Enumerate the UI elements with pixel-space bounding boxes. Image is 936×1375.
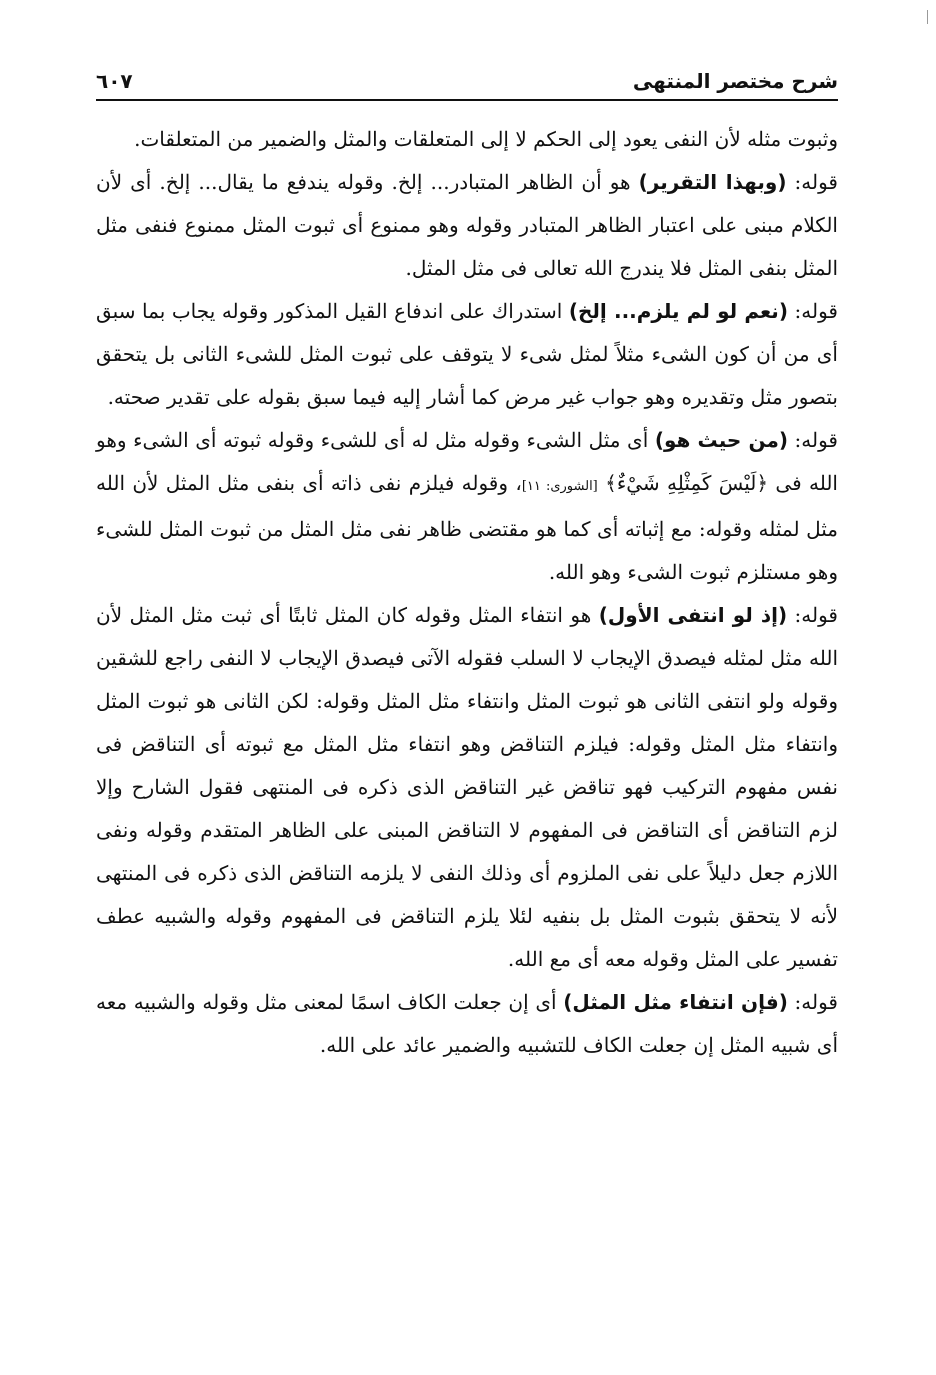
lemma-prefix: قوله: — [786, 170, 838, 194]
paragraph-body: أى مثل الشىء وقوله مثل له أى للشىء وقوله ثبوته أى الشىء وهو الله فى — [96, 428, 838, 495]
lemma-prefix: قوله: — [787, 990, 838, 1014]
lemma-quote: (إذ لو انتفى الأول) — [598, 603, 788, 627]
lemma-prefix: قوله: — [787, 299, 838, 323]
paragraph-4 — [96, 419, 838, 594]
lemma-quote: (وبهذا التقرير) — [638, 170, 787, 194]
lemma-prefix: قوله: — [787, 428, 838, 452]
paragraph-1 — [96, 118, 838, 161]
paragraph-body: هو انتفاء المثل وقوله كان المثل ثابتًا أى ثبت مثل المثل لأن الله مثل لمثله فيصدق الإيجاب لا السلب فقوله الآتى فيصدق الإيجاب لا النفى راجع للشقين وقوله ولو انتفى الثانى هو ثبوت المثل وانتفاء مثل المثل وقوله: لكن الثانى هو ثبوت المثل وانتفاء مثل المثل وقوله: فيلزم التناقض وهو انتفاء مثل المثل مع ثبوته أى التناقض فى نفس مفهوم التركيب فهو تناقض غير التناقض الذى ذكره فى المنتهى فقول الشارح وإلا لزم التناقض أى التناقض فى المفهوم لا التناقض المبنى على الظاهر المتقدم وقوله ونفى اللازم جعل دليلاً على نفى الملزوم أى وذلك النفى لا يلزمه التناقض الذى ذكره فى المنتهى لأنه لا يتحقق بثبوت المثل بل بنفيه لئلا يلزم التناقض فى المفهوم وقوله والشبيه عطف تفسير على المثل وقوله معه أى مع الله. — [96, 603, 838, 971]
lemma-quote: (نعم لو لم يلزم... إلخ) — [568, 299, 788, 323]
paragraph-6 — [96, 981, 838, 1067]
running-title: شرح مختصر المنتهى — [632, 69, 838, 93]
paragraph-body: أى إن جعلت الكاف اسمًا لمعنى مثل وقوله والشبيه معه أى شبيه المثل إن جعلت الكاف للتشبيه والضمير عائد على الله. — [96, 990, 838, 1057]
paragraph-body: هو أن الظاهر المتبادر... إلخ. وقوله يندفع ما يقال... إلخ. أى لأن الكلام مبنى على اعتبار الظاهر المتبادر وقوله وهو ممنوع أى ثبوت المثل ممنوع فنفى مثل المثل بنفى المثل فلا يندرج الله تعالى فى مثل المثل. — [96, 170, 838, 280]
book-page — [96, 0, 838, 1375]
quran-verse: ﴿لَيْسَ كَمِثْلِهِ شَيْءٌ﴾ — [605, 471, 769, 495]
paragraph-2 — [96, 161, 838, 290]
paragraph-5 — [96, 594, 838, 981]
commentary-text — [96, 118, 838, 1067]
paragraph-body: استدراك على اندفاع القيل المذكور وقوله يجاب بما سبق أى من أن كون الشىء مثلاً لمثل شىء لا يتوقف على ثبوت المثل للشىء الثانى بل يتحقق بتصور مثل وتقديره وهو جواب غير مرض كما أشار إليه فيما سبق بقوله على تقدير صحته. — [96, 299, 838, 409]
paragraph-body-continued: ، وقوله فيلزم نفى ذاته أى بنفى مثل المثل لأن الله مثل لمثله وقوله: مع إثباته أى كما هو مقتضى ظاهر نفى مثل المثل من ثبوت المثل للشىء وهو مستلزم ثبوت الشىء وهو الله. — [96, 471, 838, 584]
verse-citation: [الشورى: ١١] — [521, 479, 598, 494]
running-header — [96, 66, 838, 96]
paragraph-3 — [96, 290, 838, 419]
lemma-quote: (فإن انتفاء مثل المثل) — [563, 990, 788, 1014]
lemma-quote: (من حيث هو) — [654, 428, 788, 452]
paragraph-body: وثبوت مثله لأن النفى يعود إلى الحكم لا إلى المتعلقات والمثل والضمير من المتعلقات. — [134, 127, 838, 151]
page-number: ٦٠٧ — [96, 69, 133, 93]
lemma-prefix: قوله: — [787, 603, 838, 627]
scan-edge-mark — [927, 10, 928, 24]
header-rule — [96, 99, 838, 101]
